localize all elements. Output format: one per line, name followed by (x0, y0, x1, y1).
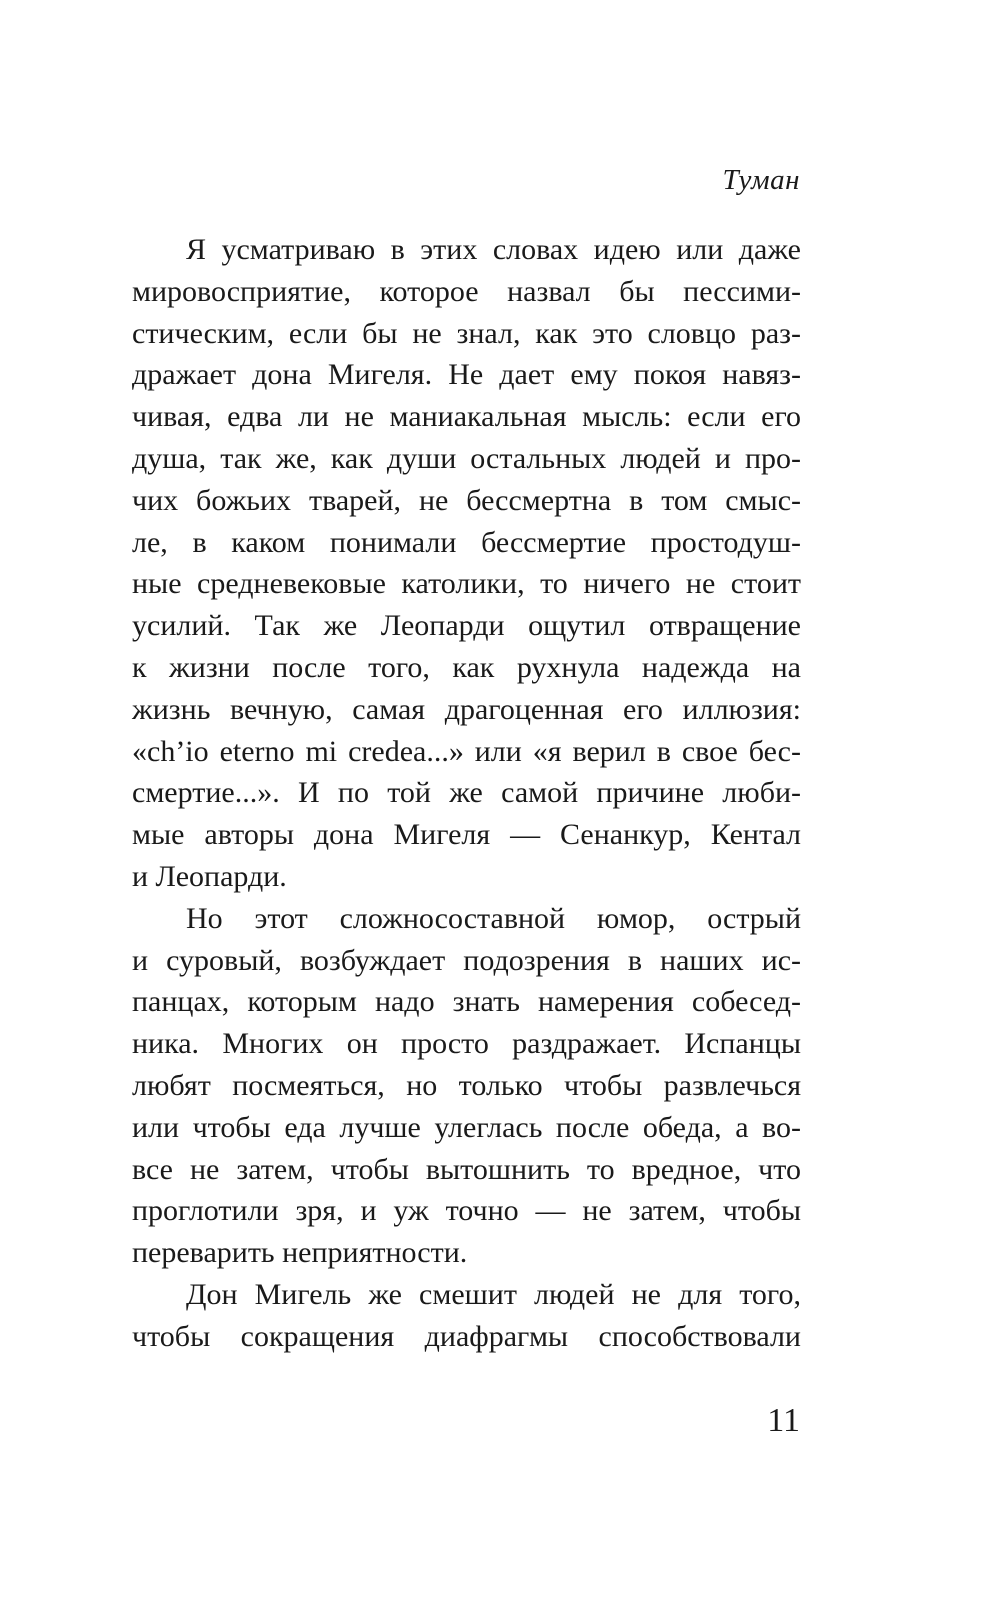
paragraph (132, 898, 801, 1274)
text-line: к жизни после того, как рухнула надежда на (132, 650, 801, 684)
text-line: стическим, если бы не знал, как это словцо раз- (132, 316, 801, 350)
text-line: чих божьих тварей, не бессмертна в том смыс- (132, 483, 801, 517)
text-line: чивая, едва ли не маниакальная мысль: если его (132, 400, 801, 434)
paragraph (132, 229, 801, 898)
text-line: усилий. Так же Леопарди ощутил отвращение (132, 609, 801, 643)
text-line: Но этот сложносоставной юмор, острый (186, 901, 801, 935)
text-line: жизнь вечную, самая драгоценная его иллюзия: (132, 692, 801, 726)
text-line: «ch’io eterno mi credea...» или «я верил в свое бес- (132, 734, 801, 768)
text-line: душа, так же, как души остальных людей и про- (132, 441, 801, 475)
text-line: проглотили зря, и уж точно — не затем, чтобы (132, 1194, 801, 1228)
text-line: мые авторы дона Мигеля — Сенанкур, Кентал (132, 818, 801, 852)
text-line: переварить неприятности. (132, 1236, 468, 1270)
text-line: дражает дона Мигеля. Не дает ему покоя навяз- (132, 358, 801, 392)
running-title: Туман (722, 164, 800, 196)
text-line: все не затем, чтобы вытошнить то вредное, что (132, 1152, 801, 1186)
text-line: любят посмеяться, но только чтобы развлечься (132, 1068, 801, 1102)
text-line: ника. Многих он просто раздражает. Испанцы (132, 1027, 801, 1061)
text-line: Дон Мигель же смешит людей не для того, (186, 1277, 801, 1311)
paragraph (132, 1274, 801, 1358)
text-line: панцах, которым надо знать намерения собесед- (132, 985, 801, 1019)
text-line: мировосприятие, которое назвал бы пессими- (132, 274, 801, 308)
text-line: и суровый, возбуждает подозрения в наших ис- (132, 943, 801, 977)
text-line: и Леопарди. (132, 859, 287, 893)
page-number: 11 (767, 1402, 800, 1439)
text-line: смертие...». И по той же самой причине люби- (132, 776, 801, 810)
body-text (132, 229, 801, 1358)
text-line: Я усматриваю в этих словах идею или даже (186, 233, 801, 266)
text-line: ные средневековые католики, то ничего не стоит (132, 567, 801, 601)
text-line: ле, в каком понимали бессмертие простодуш- (132, 525, 801, 559)
text-line: или чтобы еда лучше улеглась после обеда, а во- (132, 1110, 801, 1144)
text-line: чтобы сокращения диафрагмы способствовали (132, 1319, 801, 1353)
